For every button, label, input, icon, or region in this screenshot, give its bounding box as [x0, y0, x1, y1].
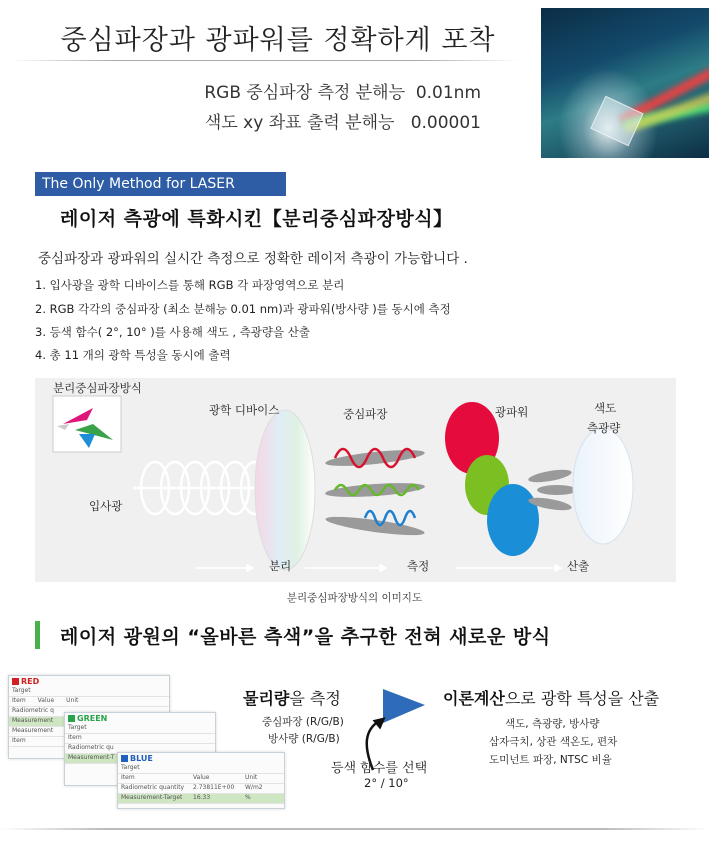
- table-row: Radiometric q: [9, 707, 169, 717]
- table-row: Radiometric qu: [65, 744, 215, 754]
- theory-heading: 이론계산으로 광학 특성을 산출: [443, 689, 660, 708]
- physical-sub2: 방사량 (R/G/B): [268, 733, 340, 745]
- panel-target: Target: [9, 687, 169, 697]
- method-banner: The Only Method for LASER: [35, 172, 286, 196]
- incident-label: 입사광: [89, 499, 123, 513]
- blue-panel-header: BLUE: [118, 753, 284, 764]
- theory-sub2: 삼자극치, 상관 색온도, 편차: [489, 736, 618, 748]
- panel-target: Target: [65, 724, 215, 734]
- red-square-icon: [12, 678, 19, 685]
- incident-light-coil: [133, 462, 275, 514]
- step-separate: 분리: [269, 559, 292, 573]
- spec-chroma-resolution: [205, 108, 481, 133]
- red-panel-header: RED: [9, 676, 169, 687]
- table-row: Item: [65, 734, 215, 744]
- power-blue: [487, 484, 539, 556]
- table-row: Measurement-Target 16.33 %: [118, 794, 284, 804]
- table-row: Item Value Unit: [118, 774, 284, 784]
- blue-result-panel: [117, 752, 285, 809]
- panel-target: Target: [118, 764, 284, 774]
- footer-divider: [0, 828, 709, 830]
- cmf-label: 등색 함수를 선택: [331, 761, 428, 776]
- diagram-corner-label: 분리중심파장방식: [53, 381, 142, 395]
- blue-square-icon: [121, 755, 128, 762]
- section1-intro: 중심파장과 광파워의 실시간 측정으로 정확한 레이저 측광이 가능합니다 .: [38, 251, 468, 267]
- optical-device-label: 광학 디바이스: [209, 403, 280, 417]
- chroma-output-disk: [573, 428, 633, 544]
- list-item: 2. RGB 각각의 중심파장 (최소 분해능 0.01 nm)과 광파워(방사량 )를 동시에 측정: [35, 302, 451, 316]
- right-triangle-icon: [383, 689, 425, 723]
- section1-subtitle: 레이저 측광에 특화시킨【분리중심파장방식】: [60, 208, 453, 230]
- section2-title: 레이저 광원의 “올바른 측색”을 추구한 전혀 새로운 방식: [60, 626, 551, 648]
- spec1-value: 0.01nm: [415, 83, 481, 103]
- list-item: 1. 입사광을 광학 디바이스를 통해 RGB 각 파장영역으로 분리: [35, 278, 345, 292]
- table-row: Radiometric quantity 2.73811E+00 W/m2: [118, 784, 284, 794]
- cmf-value: 2° / 10°: [364, 776, 409, 790]
- diagram-caption: 분리중심파장방식의 이미지도: [286, 592, 423, 604]
- chroma-label-1: 색도: [594, 401, 617, 415]
- method-diagram: [35, 378, 676, 582]
- spec-wavelength-resolution: [204, 78, 481, 103]
- physical-heading: 물리량을 측정: [243, 689, 341, 708]
- green-square-icon: [68, 715, 75, 722]
- chroma-label-2: 측광량: [587, 421, 621, 435]
- spec2-label: 색도 xy 좌표 출력 분해능: [204, 113, 395, 133]
- table-row: Measurement: [9, 717, 169, 727]
- theory-sub3: 도미넌트 파장, NTSC 비율: [489, 754, 612, 766]
- process-arrows: [195, 565, 561, 571]
- list-item: 4. 총 11 개의 광학 특성을 동시에 출력: [35, 348, 231, 362]
- table-row: Measurement-T: [65, 754, 215, 764]
- table-row: Item Value Unit: [9, 697, 169, 707]
- list-item: 3. 등색 함수( 2°, 10° )를 사용해 색도 , 측광량을 산출: [35, 325, 311, 339]
- prism-photo: [541, 8, 709, 158]
- green-panel-header: GREEN: [65, 713, 215, 724]
- spec1-label: RGB 중심파장 측정 분해능: [204, 83, 405, 103]
- page-title: 중심파장과 광파워를 정확하게 포착: [60, 25, 496, 56]
- optical-device-lens: [255, 410, 315, 570]
- power-label: 광파워: [495, 405, 529, 419]
- title-divider: [10, 60, 520, 61]
- table-row: Item: [9, 737, 169, 747]
- step-calculate: 산출: [567, 559, 590, 573]
- physical-sub1: 중심파장 (R/G/B): [262, 716, 344, 728]
- step-measure: 측정: [407, 559, 430, 573]
- theory-sub1: 색도, 측광량, 방사량: [505, 718, 600, 730]
- table-row: Measurement: [9, 727, 169, 737]
- section2-marker: [35, 621, 40, 649]
- spec2-value: 0.00001: [410, 113, 481, 133]
- center-wavelength-label: 중심파장: [343, 407, 388, 421]
